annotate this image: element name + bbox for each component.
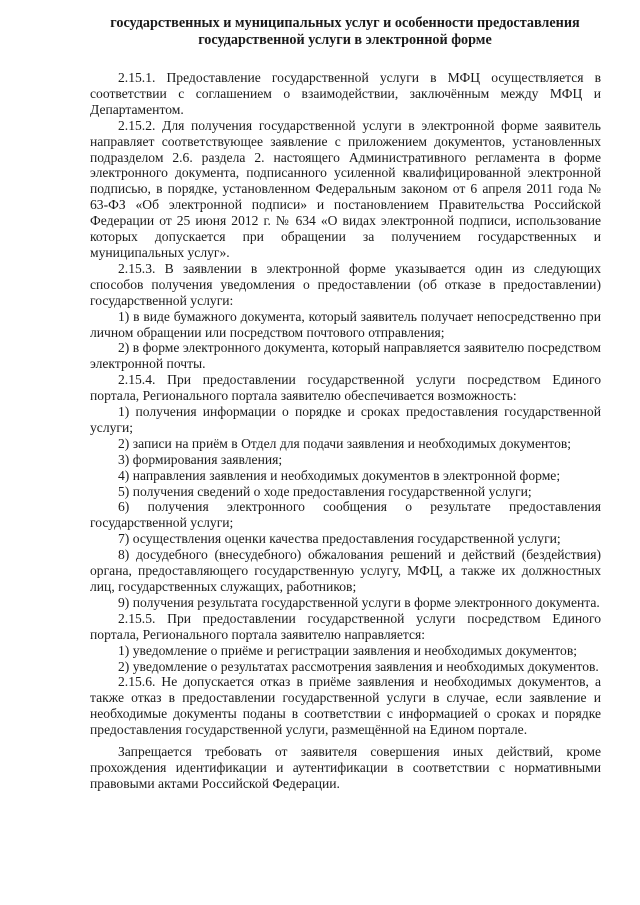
heading-line-2: государственной услуги в электронной форме [198, 32, 492, 48]
list-item: 2) записи на приём в Отдел для подачи заявления и необходимых документов; [118, 435, 572, 451]
closing-paragraph: Запрещается требовать от заявителя совершения иных действий, кроме прохождения идентификации и аутентификации в соответствии с нормативными правовыми актами Российской Федерации. [90, 744, 601, 791]
list-item: 2) уведомление о результатах рассмотрения заявления и необходимых документов. [118, 658, 599, 674]
document-body [90, 70, 601, 792]
paragraph-2-15-3: 2.15.3. В заявлении в электронной форме указывается один из следующих способов получения уведомления о предоставлении (об отказе в предоставлении) государственной услуги: [90, 260, 601, 308]
list-item: 9) получения результата государственной услуги в форме электронного документа. [118, 594, 600, 610]
heading-line-1: государственных и муниципальных услуг и особенности предоставления [110, 15, 580, 31]
list-item: 4) направления заявления и необходимых документов в электронной форме; [118, 467, 561, 483]
paragraph-2-15-4: 2.15.4. При предоставлении государственной услуги посредством Единого портала, Регионального портала заявителю обеспечивается возможность: [90, 372, 601, 404]
list-item: 2) в форме электронного документа, который направляется заявителю посредством электронной почты. [90, 340, 601, 372]
paragraph-2-15-6: 2.15.6. Не допускается отказ в приёме заявления и необходимых документов, а также отказ в предоставлении государственной услуги в случае, если заявление и необходимые документы поданы в соответствии с информацией о сроках и порядке предоставления государственной услуги, размещённой на Едином портале. [90, 674, 601, 738]
list-item: 5) получения сведений о ходе предоставления государственной услуги; [118, 483, 532, 499]
list-item: 6) получения электронного сообщения о результате предоставления государственной услуги; [90, 499, 601, 531]
list-item: 1) уведомление о приёме и регистрации заявления и необходимых документов; [118, 642, 578, 658]
list-item: 1) получения информации о порядке и сроках предоставления государственной услуги; [90, 404, 601, 435]
paragraph-2-15-1: 2.15.1. Предоставление государственной услуги в МФЦ осуществляется в соответствии с соглашением о взаимодействии, заключённым между МФЦ и Департаментом. [90, 70, 601, 117]
list-item: 1) в виде бумажного документа, который заявитель получает непосредственно при личном обращении или посредством почтового отправления; [90, 308, 601, 340]
paragraph-2-15-5: 2.15.5. При предоставлении государственной услуги посредством Единого портала, Регионального портала заявителю направляется: [90, 610, 601, 642]
paragraph-2-15-2: 2.15.2. Для получения государственной услуги в электронной форме заявитель направляет соответствующее заявление с приложением документов, установленных подразделом 2.6. раздела 2. настоящего Административного регламента в форме электронного документа, подписанного усиленной квалифицированной электронной подписью, в порядке, установленном Федеральным законом от 6 апреля 2011 года № 63-ФЗ «Об электронной подписи» и постановлением Правительства Российской Федерации от 25 июня 2012 г. № 634 «О видах электронной подписи, использование которых допускается при обращении за получением государственных и муниципальных услуг». [90, 117, 601, 260]
list-item: 8) досудебного (внесудебного) обжалования решений и действий (бездействия) органа, предоставляющего государственную услугу, МФЦ, а также их должностных лиц, государственных служащих, работников; [90, 547, 601, 594]
section-heading [80, 15, 610, 49]
list-item: 3) формирования заявления; [118, 451, 283, 467]
list-item: 7) осуществления оценки качества предоставления государственной услуги; [118, 531, 561, 547]
